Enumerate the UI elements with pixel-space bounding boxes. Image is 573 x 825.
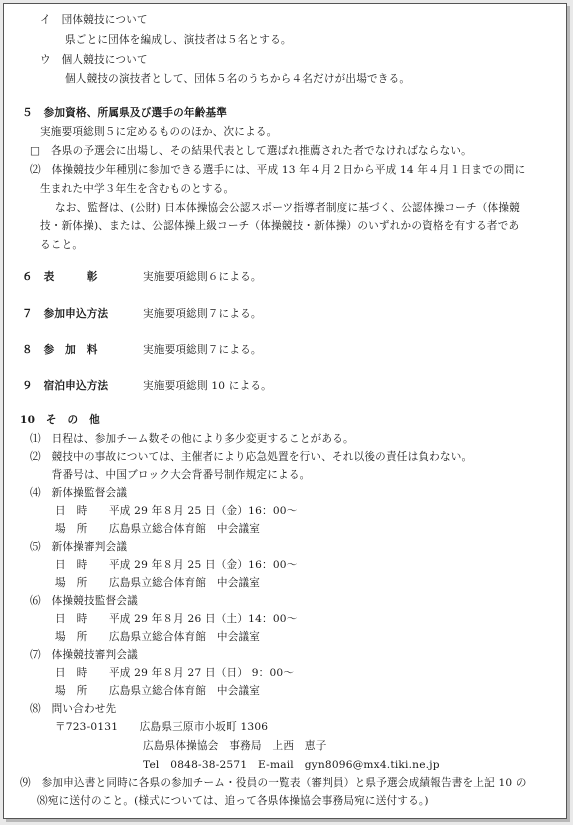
sec5-item2-line4: 技・新体操)、または、公認体操上級コーチ（体操競技・新体操）のいずれかの資格を有する者であ [40, 220, 520, 232]
sec10-item5-date: 日 時 平成 29 年８月 25 日（金）16：00～ [55, 559, 298, 571]
sec10-item1: ⑴ 日程は、参加チーム数その他により多少変更することがある。 [30, 433, 354, 445]
sec5-item2-line3: なお、監督は、(公財) 日本体操協会公認スポーツ指導者制度に基づく、公認体操コーチ（体操競 [55, 202, 520, 214]
sec4-u-title: ウ 個人競技について [40, 54, 148, 66]
sec5-intro: 実施要項総則５に定めるもののほか、次による。 [40, 126, 278, 138]
sec10-item5-place: 場 所 広島県立総合体育館 中会議室 [55, 577, 261, 589]
sec5-item1: □ 各県の予選会に出場し、その結果代表として選ばれ推薦された者でなければならない。 [30, 145, 472, 157]
sec10-item9-line2: ⑻宛に送付のこと。(様式については、追って各県体操協会事務局宛に送付する。) [37, 795, 429, 807]
sec4-i-body: 県ごとに団体を編成し、演技者は５名とする。 [65, 34, 292, 46]
sec10-item5-title: ⑸ 新体操審判会議 [30, 541, 128, 553]
sec5-item2-line5: ること。 [40, 239, 84, 251]
sec10-item7-title: ⑺ 体操競技審判会議 [30, 649, 138, 661]
sec10-item6-title: ⑹ 体操競技監督会議 [30, 595, 138, 607]
sec5-item2-line1: ⑵ 体操競技少年種別に参加できる選手には、平成 13 年４月２日から平成 14 年４月１日までの間に [30, 164, 526, 176]
sec10-item4-place: 場 所 広島県立総合体育館 中会議室 [55, 523, 261, 535]
sec10-item6-date: 日 時 平成 29 年８月 26 日（土）14：00～ [55, 613, 298, 625]
sec7-heading: ７ 参加申込方法 [22, 308, 109, 320]
sec10-item4-date: 日 時 平成 29 年８月 25 日（金）16：00～ [55, 505, 298, 517]
contact-tel-email: Tel 0848-38-2571 E-mail gyn8096@mx4.tiki.ne.jp [143, 759, 440, 771]
sec5-item2-line2: 生まれた中学３年生を含むものとする。 [40, 183, 235, 195]
sec10-item2: ⑵ 競技中の事故については、主催者により応急処置を行い、それ以後の責任は負わない。 [30, 451, 473, 463]
sec4-u-body: 個人競技の演技者として、団体５名のうちから４名だけが出場できる。 [65, 73, 411, 85]
sec10-item7-place: 場 所 広島県立総合体育館 中会議室 [55, 685, 261, 697]
sec10-heading: 10 そ の 他 [20, 414, 100, 426]
sec9-heading: ９ 宿泊申込方法 [22, 380, 109, 392]
sec5-heading: ５ 参加資格、所属県及び選手の年齢基準 [22, 107, 228, 119]
sec10-item4-title: ⑷ 新体操監督会議 [30, 487, 128, 499]
sec10-item6-place: 場 所 広島県立総合体育館 中会議室 [55, 631, 261, 643]
sec9-text: 実施要項総則 10 による。 [143, 380, 272, 392]
sec8-text: 実施要項総則７による。 [143, 344, 262, 356]
sec8-heading: ８ 参 加 料 [22, 344, 98, 356]
document-page [3, 3, 567, 819]
contact-address: 〒723-0131 広島県三原市小坂町 1306 [55, 721, 269, 733]
sec4-i-title: イ 団体競技について [40, 14, 148, 26]
sec6-heading: ６ 表 彰 [22, 271, 98, 283]
sec10-item7-date: 日 時 平成 29 年８月 27 日（日） 9：00～ [55, 667, 295, 679]
sec10-item8-title: ⑻ 問い合わせ先 [30, 703, 117, 715]
sec10-item9-line1: ⑼ 参加申込書と同時に各県の参加チーム・役員の一覧表（審判員）と県予選会成績報告書を上記 10 の [20, 777, 527, 789]
sec7-text: 実施要項総則７による。 [143, 308, 262, 320]
contact-organization: 広島県体操協会 事務局 上西 恵子 [143, 740, 327, 752]
sec6-text: 実施要項総則６による。 [143, 271, 262, 283]
sec10-item3: 背番号は、中国ブロック大会背番号制作規定による。 [30, 469, 311, 481]
